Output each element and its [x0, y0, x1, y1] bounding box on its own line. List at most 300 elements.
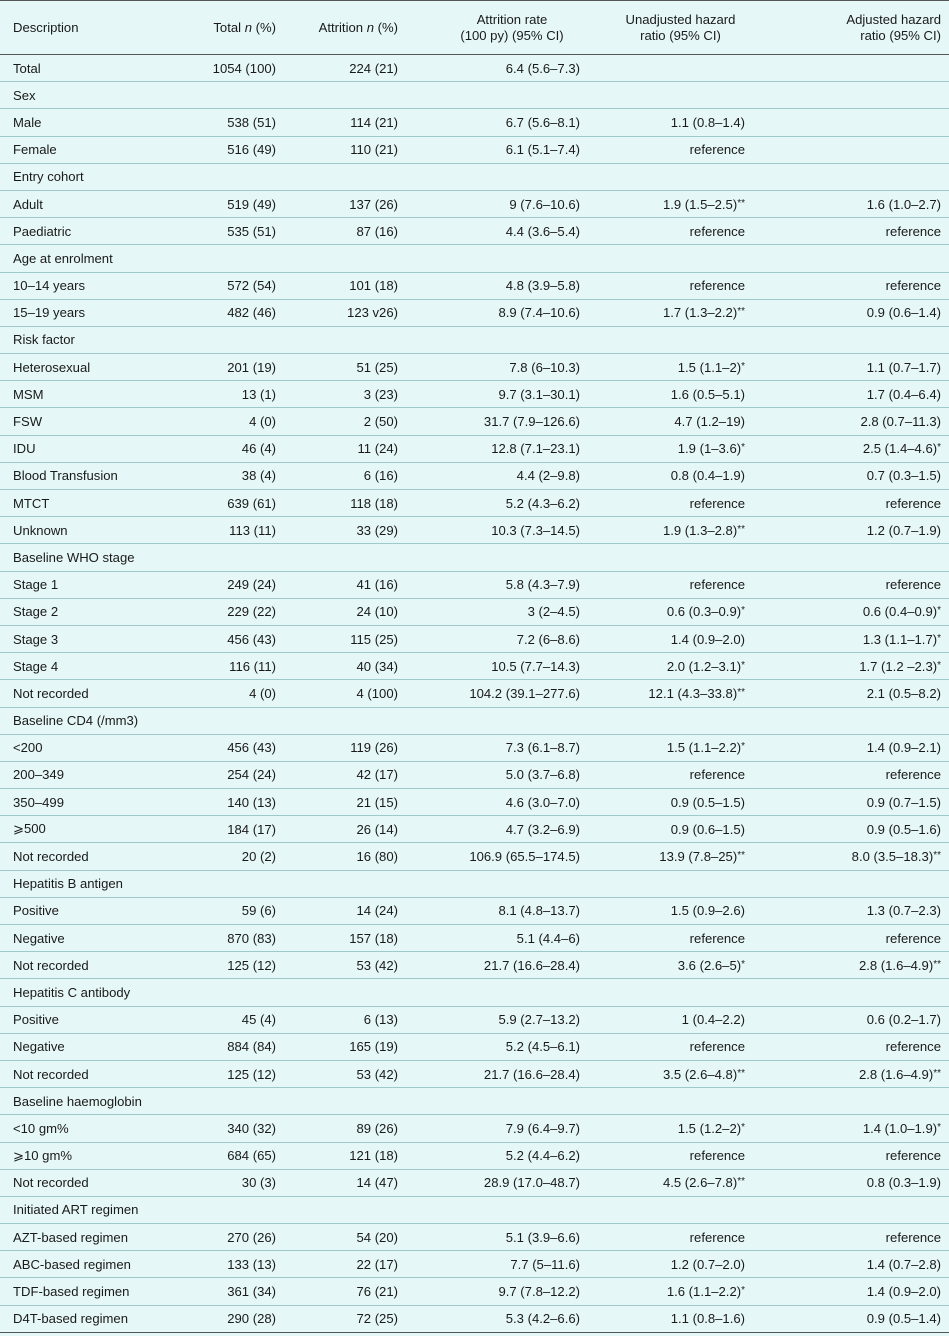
cell-unadjusted-hr	[598, 354, 763, 381]
cell-adjusted-hr-text: 2.5 (1.4–4.6)	[862, 441, 938, 457]
cell-total	[180, 925, 276, 952]
cell-unadjusted-hr-text: 0.6 (0.3–0.9)	[666, 604, 742, 620]
significance-marker: *	[937, 442, 941, 454]
cell-description-text: Hepatitis C antibody	[13, 984, 131, 1000]
cell-adjusted-hr	[763, 435, 949, 462]
cell-attrition-text: 54 (20)	[356, 1229, 398, 1245]
cell-adjusted-hr	[763, 218, 949, 245]
cell-adjusted-hr	[763, 1060, 949, 1087]
cell-description-text: FSW	[13, 414, 43, 430]
cell-total	[180, 625, 276, 652]
header-total: Total n (%)	[213, 19, 276, 35]
cell-attrition	[276, 462, 426, 489]
cell-attrition-rate-text: 4.6 (3.0–7.0)	[505, 794, 580, 810]
cell-attrition	[276, 952, 426, 979]
cell-attrition-text: 72 (25)	[356, 1311, 398, 1327]
cell-attrition-rate-text: 5.0 (3.7–6.8)	[505, 767, 580, 783]
cell-adjusted-hr	[763, 1115, 949, 1142]
cell-total-text: 184 (17)	[227, 821, 276, 837]
cell-attrition-rate	[426, 299, 598, 326]
cell-adjusted-hr	[763, 190, 949, 217]
cell-attrition-rate-text: 7.2 (6–8.6)	[516, 631, 580, 647]
table-row	[0, 517, 949, 544]
significance-marker: *	[741, 1121, 745, 1133]
cell-description	[0, 979, 180, 1006]
cell-adjusted-hr-text: reference	[885, 1229, 941, 1245]
cell-total	[180, 1278, 276, 1305]
table-row	[0, 272, 949, 299]
cell-attrition-rate	[426, 870, 598, 897]
cell-attrition-rate	[426, 462, 598, 489]
cell-total	[180, 245, 276, 272]
cell-attrition-rate	[426, 245, 598, 272]
cell-attrition-rate	[426, 381, 598, 408]
cell-unadjusted-hr-text: 1.9 (1.3–2.8)	[662, 522, 738, 538]
cell-description-text: Male	[13, 114, 42, 130]
cell-attrition-rate-text: 6.4 (5.6–7.3)	[505, 60, 580, 76]
cell-total	[180, 517, 276, 544]
significance-marker: **	[737, 306, 745, 318]
cell-adjusted-hr-text: 1.4 (1.0–1.9)	[862, 1120, 938, 1136]
cell-description	[0, 1088, 180, 1115]
cell-adjusted-hr	[763, 82, 949, 109]
significance-marker: **	[737, 1067, 745, 1079]
cell-total-text: 684 (65)	[227, 1148, 276, 1164]
cell-unadjusted-hr	[598, 870, 763, 897]
cell-adjusted-hr	[763, 1169, 949, 1196]
cell-unadjusted-hr	[598, 1278, 763, 1305]
table-row	[0, 1251, 949, 1278]
cell-attrition	[276, 354, 426, 381]
table-row	[0, 1006, 949, 1033]
cell-attrition-rate-text: 5.3 (4.2–6.6)	[505, 1311, 580, 1327]
cell-attrition	[276, 245, 426, 272]
cell-attrition	[276, 789, 426, 816]
cell-attrition-rate	[426, 354, 598, 381]
cell-adjusted-hr-text: 2.1 (0.5–8.2)	[866, 685, 941, 701]
cell-attrition	[276, 299, 426, 326]
cell-total	[180, 299, 276, 326]
cell-attrition-rate	[426, 1196, 598, 1223]
cell-adjusted-hr	[763, 136, 949, 163]
cell-attrition-rate-text: 5.9 (2.7–13.2)	[498, 1012, 580, 1028]
cell-description	[0, 734, 180, 761]
cell-adjusted-hr-text: 0.8 (0.3–1.9)	[866, 1175, 941, 1191]
cell-adjusted-hr-text: reference	[885, 1039, 941, 1055]
cell-unadjusted-hr	[598, 598, 763, 625]
significance-marker: *	[741, 360, 745, 372]
cell-total-text: 361 (34)	[227, 1284, 276, 1300]
cell-description-text: 200–349	[13, 767, 64, 783]
cell-unadjusted-hr-text: 1.6 (0.5–5.1)	[670, 386, 745, 402]
cell-attrition-rate-text: 31.7 (7.9–126.6)	[483, 414, 580, 430]
cell-description	[0, 1142, 180, 1169]
table-row	[0, 354, 949, 381]
cell-adjusted-hr	[763, 598, 949, 625]
cell-attrition-text: 121 (18)	[349, 1148, 398, 1164]
cell-adjusted-hr	[763, 1224, 949, 1251]
cell-attrition-rate	[426, 109, 598, 136]
cell-adjusted-hr	[763, 326, 949, 353]
cell-description	[0, 1006, 180, 1033]
cell-attrition	[276, 571, 426, 598]
cell-description	[0, 653, 180, 680]
cell-attrition-rate-text: 104.2 (39.1–277.6)	[469, 685, 580, 701]
cell-unadjusted-hr	[598, 925, 763, 952]
cell-adjusted-hr	[763, 843, 949, 870]
header-adjusted-hr: Adjusted hazard ratio (95% CI)	[846, 11, 941, 43]
table-row	[0, 326, 949, 353]
table-row	[0, 598, 949, 625]
cell-total	[180, 544, 276, 571]
cell-attrition-rate	[426, 897, 598, 924]
table-row	[0, 82, 949, 109]
cell-unadjusted-hr-text: 4.7 (1.2–19)	[674, 414, 745, 430]
cell-attrition-text: 53 (42)	[356, 957, 398, 973]
cell-unadjusted-hr	[598, 1305, 763, 1332]
cell-description	[0, 707, 180, 734]
cell-unadjusted-hr-text: reference	[689, 767, 745, 783]
cell-attrition	[276, 1115, 426, 1142]
cell-unadjusted-hr	[598, 109, 763, 136]
cell-total-text: 516 (49)	[227, 142, 276, 158]
cell-attrition-text: 224 (21)	[349, 60, 398, 76]
cell-total-text: 1054 (100)	[212, 60, 276, 76]
cell-unadjusted-hr-text: reference	[689, 223, 745, 239]
cell-total-text: 456 (43)	[227, 740, 276, 756]
cell-description-text: AZT-based regimen	[13, 1229, 128, 1245]
cell-adjusted-hr	[763, 354, 949, 381]
cell-attrition-rate	[426, 598, 598, 625]
cell-attrition-rate-text: 6.7 (5.6–8.1)	[505, 114, 580, 130]
cell-total-text: 270 (26)	[227, 1229, 276, 1245]
cell-description-text: Not recorded	[13, 957, 89, 973]
cell-total	[180, 1033, 276, 1060]
cell-attrition-rate	[426, 789, 598, 816]
cell-total-text: 113 (11)	[229, 522, 276, 538]
cell-description-text: Baseline CD4 (/mm3)	[13, 713, 139, 729]
cell-description-text: 10–14 years	[13, 278, 86, 294]
cell-description-text: ⩾500	[13, 821, 46, 837]
cell-adjusted-hr	[763, 299, 949, 326]
cell-unadjusted-hr	[598, 761, 763, 788]
cell-description	[0, 1224, 180, 1251]
cell-attrition-rate	[426, 1033, 598, 1060]
cell-description-text: Adult	[13, 196, 43, 212]
cell-description-text: Hepatitis B antigen	[13, 876, 123, 892]
cell-unadjusted-hr	[598, 163, 763, 190]
cell-attrition	[276, 1088, 426, 1115]
cell-attrition-rate-text: 5.2 (4.4–6.2)	[505, 1148, 580, 1164]
cell-attrition-rate-text: 4.7 (3.2–6.9)	[505, 821, 580, 837]
cell-description-text: MSM	[13, 386, 44, 402]
cell-attrition	[276, 1142, 426, 1169]
cell-adjusted-hr	[763, 1196, 949, 1223]
cell-total	[180, 354, 276, 381]
cell-description	[0, 299, 180, 326]
cell-total	[180, 789, 276, 816]
cell-total	[180, 462, 276, 489]
table-row	[0, 571, 949, 598]
cell-description-text: 15–19 years	[13, 305, 86, 321]
cell-attrition	[276, 653, 426, 680]
cell-attrition	[276, 816, 426, 843]
cell-adjusted-hr	[763, 707, 949, 734]
cell-unadjusted-hr	[598, 326, 763, 353]
cell-attrition	[276, 1169, 426, 1196]
cell-adjusted-hr	[763, 245, 949, 272]
cell-unadjusted-hr-text: 4.5 (2.6–7.8)	[662, 1175, 738, 1191]
cell-adjusted-hr-text: 1.1 (0.7–1.7)	[866, 359, 941, 375]
cell-unadjusted-hr-text: 1.1 (0.8–1.6)	[670, 1311, 745, 1327]
cell-attrition	[276, 680, 426, 707]
table-row	[0, 163, 949, 190]
table-row	[0, 1169, 949, 1196]
cell-adjusted-hr-text: 8.0 (3.5–18.3)	[851, 849, 934, 865]
cell-total-text: 340 (32)	[227, 1120, 276, 1136]
cell-description	[0, 1278, 180, 1305]
cell-total	[180, 571, 276, 598]
cell-total-text: 4 (0)	[249, 414, 276, 430]
cell-attrition	[276, 925, 426, 952]
cell-unadjusted-hr	[598, 897, 763, 924]
cell-description-text: Stage 1	[13, 577, 59, 593]
cell-total	[180, 1088, 276, 1115]
cell-attrition-text: 165 (19)	[349, 1039, 398, 1055]
cell-unadjusted-hr	[598, 789, 763, 816]
cell-adjusted-hr	[763, 1142, 949, 1169]
cell-total	[180, 163, 276, 190]
cell-attrition-rate	[426, 952, 598, 979]
cell-total	[180, 109, 276, 136]
cell-attrition	[276, 408, 426, 435]
cell-unadjusted-hr	[598, 490, 763, 517]
cell-attrition-rate	[426, 761, 598, 788]
cell-attrition-rate-text: 7.7 (5–11.6)	[510, 1256, 580, 1272]
cell-attrition-text: 101 (18)	[349, 278, 398, 294]
significance-marker: *	[741, 958, 745, 970]
cell-adjusted-hr	[763, 544, 949, 571]
cell-unadjusted-hr	[598, 1224, 763, 1251]
cell-adjusted-hr-text: 0.6 (0.4–0.9)	[862, 604, 938, 620]
cell-description-text: TDF-based regimen	[13, 1284, 130, 1300]
cell-unadjusted-hr	[598, 245, 763, 272]
significance-marker: **	[737, 197, 745, 209]
cell-description	[0, 816, 180, 843]
cell-adjusted-hr	[763, 734, 949, 761]
cell-total-text: 456 (43)	[227, 631, 276, 647]
cell-adjusted-hr-text: reference	[885, 767, 941, 783]
cell-unadjusted-hr	[598, 190, 763, 217]
significance-marker: **	[737, 850, 745, 862]
cell-description-text: <200	[13, 740, 43, 756]
cell-total	[180, 1142, 276, 1169]
cell-total-text: 4 (0)	[249, 685, 276, 701]
cell-description-text: Blood Transfusion	[13, 468, 118, 484]
significance-marker: **	[737, 1176, 745, 1188]
cell-description	[0, 435, 180, 462]
table-row	[0, 490, 949, 517]
cell-total-text: 249 (24)	[227, 577, 276, 593]
cell-adjusted-hr-text: reference	[885, 495, 941, 511]
cell-description-text: Female	[13, 142, 57, 158]
cell-description-text: ⩾10 gm%	[13, 1147, 73, 1163]
cell-attrition-text: 40 (34)	[356, 658, 398, 674]
cell-attrition-rate-text: 4.8 (3.9–5.8)	[505, 278, 580, 294]
cell-unadjusted-hr	[598, 1088, 763, 1115]
cell-total	[180, 816, 276, 843]
cell-adjusted-hr-text: 1.3 (0.7–2.3)	[866, 903, 941, 919]
cell-attrition-text: 6 (13)	[363, 1012, 398, 1028]
cell-attrition-rate	[426, 1305, 598, 1332]
cell-attrition-rate-text: 5.8 (4.3–7.9)	[505, 577, 580, 593]
cell-attrition-text: 51 (25)	[356, 359, 398, 375]
cell-attrition-rate-text: 21.7 (16.6–28.4)	[483, 957, 580, 973]
cell-adjusted-hr	[763, 952, 949, 979]
cell-description	[0, 408, 180, 435]
cell-adjusted-hr	[763, 897, 949, 924]
cell-description-text: Total	[13, 60, 41, 76]
cell-description	[0, 571, 180, 598]
cell-attrition-rate-text: 28.9 (17.0–48.7)	[483, 1175, 580, 1191]
cell-total-text: 870 (83)	[227, 930, 276, 946]
cell-attrition-rate	[426, 55, 598, 82]
cell-attrition-rate-text: 12.8 (7.1–23.1)	[491, 441, 580, 457]
cell-adjusted-hr-text: 1.4 (0.7–2.8)	[866, 1256, 941, 1272]
cell-description	[0, 272, 180, 299]
cell-total	[180, 82, 276, 109]
cell-adjusted-hr-text: 2.8 (0.7–11.3)	[860, 414, 941, 430]
cell-attrition-rate-text: 10.3 (7.3–14.5)	[491, 522, 580, 538]
cell-attrition-rate-text: 5.1 (3.9–6.6)	[505, 1229, 580, 1245]
cell-total-text: 535 (51)	[227, 223, 276, 239]
cell-description	[0, 870, 180, 897]
cell-attrition	[276, 843, 426, 870]
cell-total-text: 290 (28)	[227, 1311, 276, 1327]
significance-marker: *	[937, 1121, 941, 1133]
cell-attrition-rate	[426, 1088, 598, 1115]
cell-attrition	[276, 1060, 426, 1087]
cell-attrition	[276, 707, 426, 734]
cell-unadjusted-hr	[598, 625, 763, 652]
cell-total	[180, 1251, 276, 1278]
cell-adjusted-hr-text: 1.2 (0.7–1.9)	[866, 522, 941, 538]
cell-attrition	[276, 1251, 426, 1278]
table-row	[0, 761, 949, 788]
cell-unadjusted-hr-text: 0.9 (0.5–1.5)	[670, 794, 745, 810]
cell-attrition-text: 137 (26)	[349, 196, 398, 212]
cell-unadjusted-hr-text: 2.0 (1.2–3.1)	[666, 658, 742, 674]
cell-adjusted-hr-text: reference	[885, 223, 941, 239]
table-row	[0, 897, 949, 924]
cell-attrition-text: 87 (16)	[356, 223, 398, 239]
cell-unadjusted-hr	[598, 1169, 763, 1196]
cell-adjusted-hr	[763, 625, 949, 652]
cell-attrition-rate	[426, 1115, 598, 1142]
table-row	[0, 789, 949, 816]
cell-total-text: 59 (6)	[241, 903, 276, 919]
cell-description	[0, 1251, 180, 1278]
cell-total-text: 20 (2)	[241, 849, 276, 865]
cell-description-text: Baseline WHO stage	[13, 549, 135, 565]
cell-attrition	[276, 517, 426, 544]
cell-unadjusted-hr	[598, 1115, 763, 1142]
cell-description-text: 350–499	[13, 794, 64, 810]
cell-attrition-text: 21 (15)	[356, 794, 398, 810]
cell-attrition-text: 2 (50)	[363, 414, 398, 430]
significance-marker: *	[937, 632, 941, 644]
cell-attrition-text: 123 v26)	[347, 305, 398, 321]
cell-adjusted-hr	[763, 761, 949, 788]
cell-description	[0, 544, 180, 571]
cell-attrition	[276, 218, 426, 245]
cell-description-text: Negative	[13, 930, 65, 946]
table-row	[0, 979, 949, 1006]
cell-description-text: Negative	[13, 1039, 65, 1055]
cell-description-text: Unknown	[13, 522, 68, 538]
cell-unadjusted-hr	[598, 136, 763, 163]
cell-unadjusted-hr-text: 1 (0.4–2.2)	[681, 1012, 745, 1028]
cell-adjusted-hr	[763, 789, 949, 816]
table-row	[0, 109, 949, 136]
cell-adjusted-hr-text: 1.3 (1.1–1.7)	[862, 631, 938, 647]
cell-total	[180, 218, 276, 245]
cell-attrition-text: 115 (25)	[350, 631, 398, 647]
significance-marker: *	[741, 442, 745, 454]
cell-description-text: Not recorded	[13, 685, 89, 701]
significance-marker: *	[937, 659, 941, 671]
table-row	[0, 1224, 949, 1251]
cell-unadjusted-hr	[598, 1142, 763, 1169]
cell-description	[0, 354, 180, 381]
cell-attrition-text: 14 (24)	[356, 903, 398, 919]
cell-description-text: Positive	[13, 1012, 59, 1028]
cell-unadjusted-hr	[598, 734, 763, 761]
cell-attrition-text: 6 (16)	[363, 468, 398, 484]
cell-description	[0, 82, 180, 109]
cell-total	[180, 1115, 276, 1142]
cell-attrition-rate	[426, 816, 598, 843]
cell-attrition-rate	[426, 707, 598, 734]
cell-adjusted-hr-text: 0.7 (0.3–1.5)	[866, 468, 941, 484]
cell-attrition-text: 24 (10)	[356, 604, 398, 620]
cell-unadjusted-hr-text: reference	[689, 577, 745, 593]
cell-adjusted-hr	[763, 653, 949, 680]
cell-attrition-rate-text: 7.3 (6.1–8.7)	[505, 740, 580, 756]
significance-marker: *	[741, 1285, 745, 1297]
cell-unadjusted-hr	[598, 1033, 763, 1060]
cell-adjusted-hr-text: 0.9 (0.5–1.4)	[866, 1311, 941, 1327]
cell-attrition-rate-text: 7.8 (6–10.3)	[509, 359, 580, 375]
cell-adjusted-hr-text: 2.8 (1.6–4.9)	[858, 1066, 934, 1082]
cell-total-text: 639 (61)	[227, 495, 276, 511]
cell-attrition-rate	[426, 1224, 598, 1251]
cell-total	[180, 190, 276, 217]
cell-attrition-text: 16 (80)	[356, 849, 398, 865]
cell-description-text: Not recorded	[13, 1066, 89, 1082]
cell-attrition-rate-text: 9.7 (7.8–12.2)	[498, 1284, 580, 1300]
cell-total	[180, 1169, 276, 1196]
cell-unadjusted-hr-text: 1.9 (1.5–2.5)	[662, 196, 738, 212]
cell-attrition-rate-text: 4.4 (3.6–5.4)	[505, 223, 580, 239]
cell-attrition-rate-text: 21.7 (16.6–28.4)	[483, 1066, 580, 1082]
table-row	[0, 870, 949, 897]
cell-description	[0, 109, 180, 136]
cell-description	[0, 462, 180, 489]
cell-description	[0, 190, 180, 217]
table-row	[0, 408, 949, 435]
cell-adjusted-hr-text: 1.4 (0.9–2.1)	[866, 740, 941, 756]
